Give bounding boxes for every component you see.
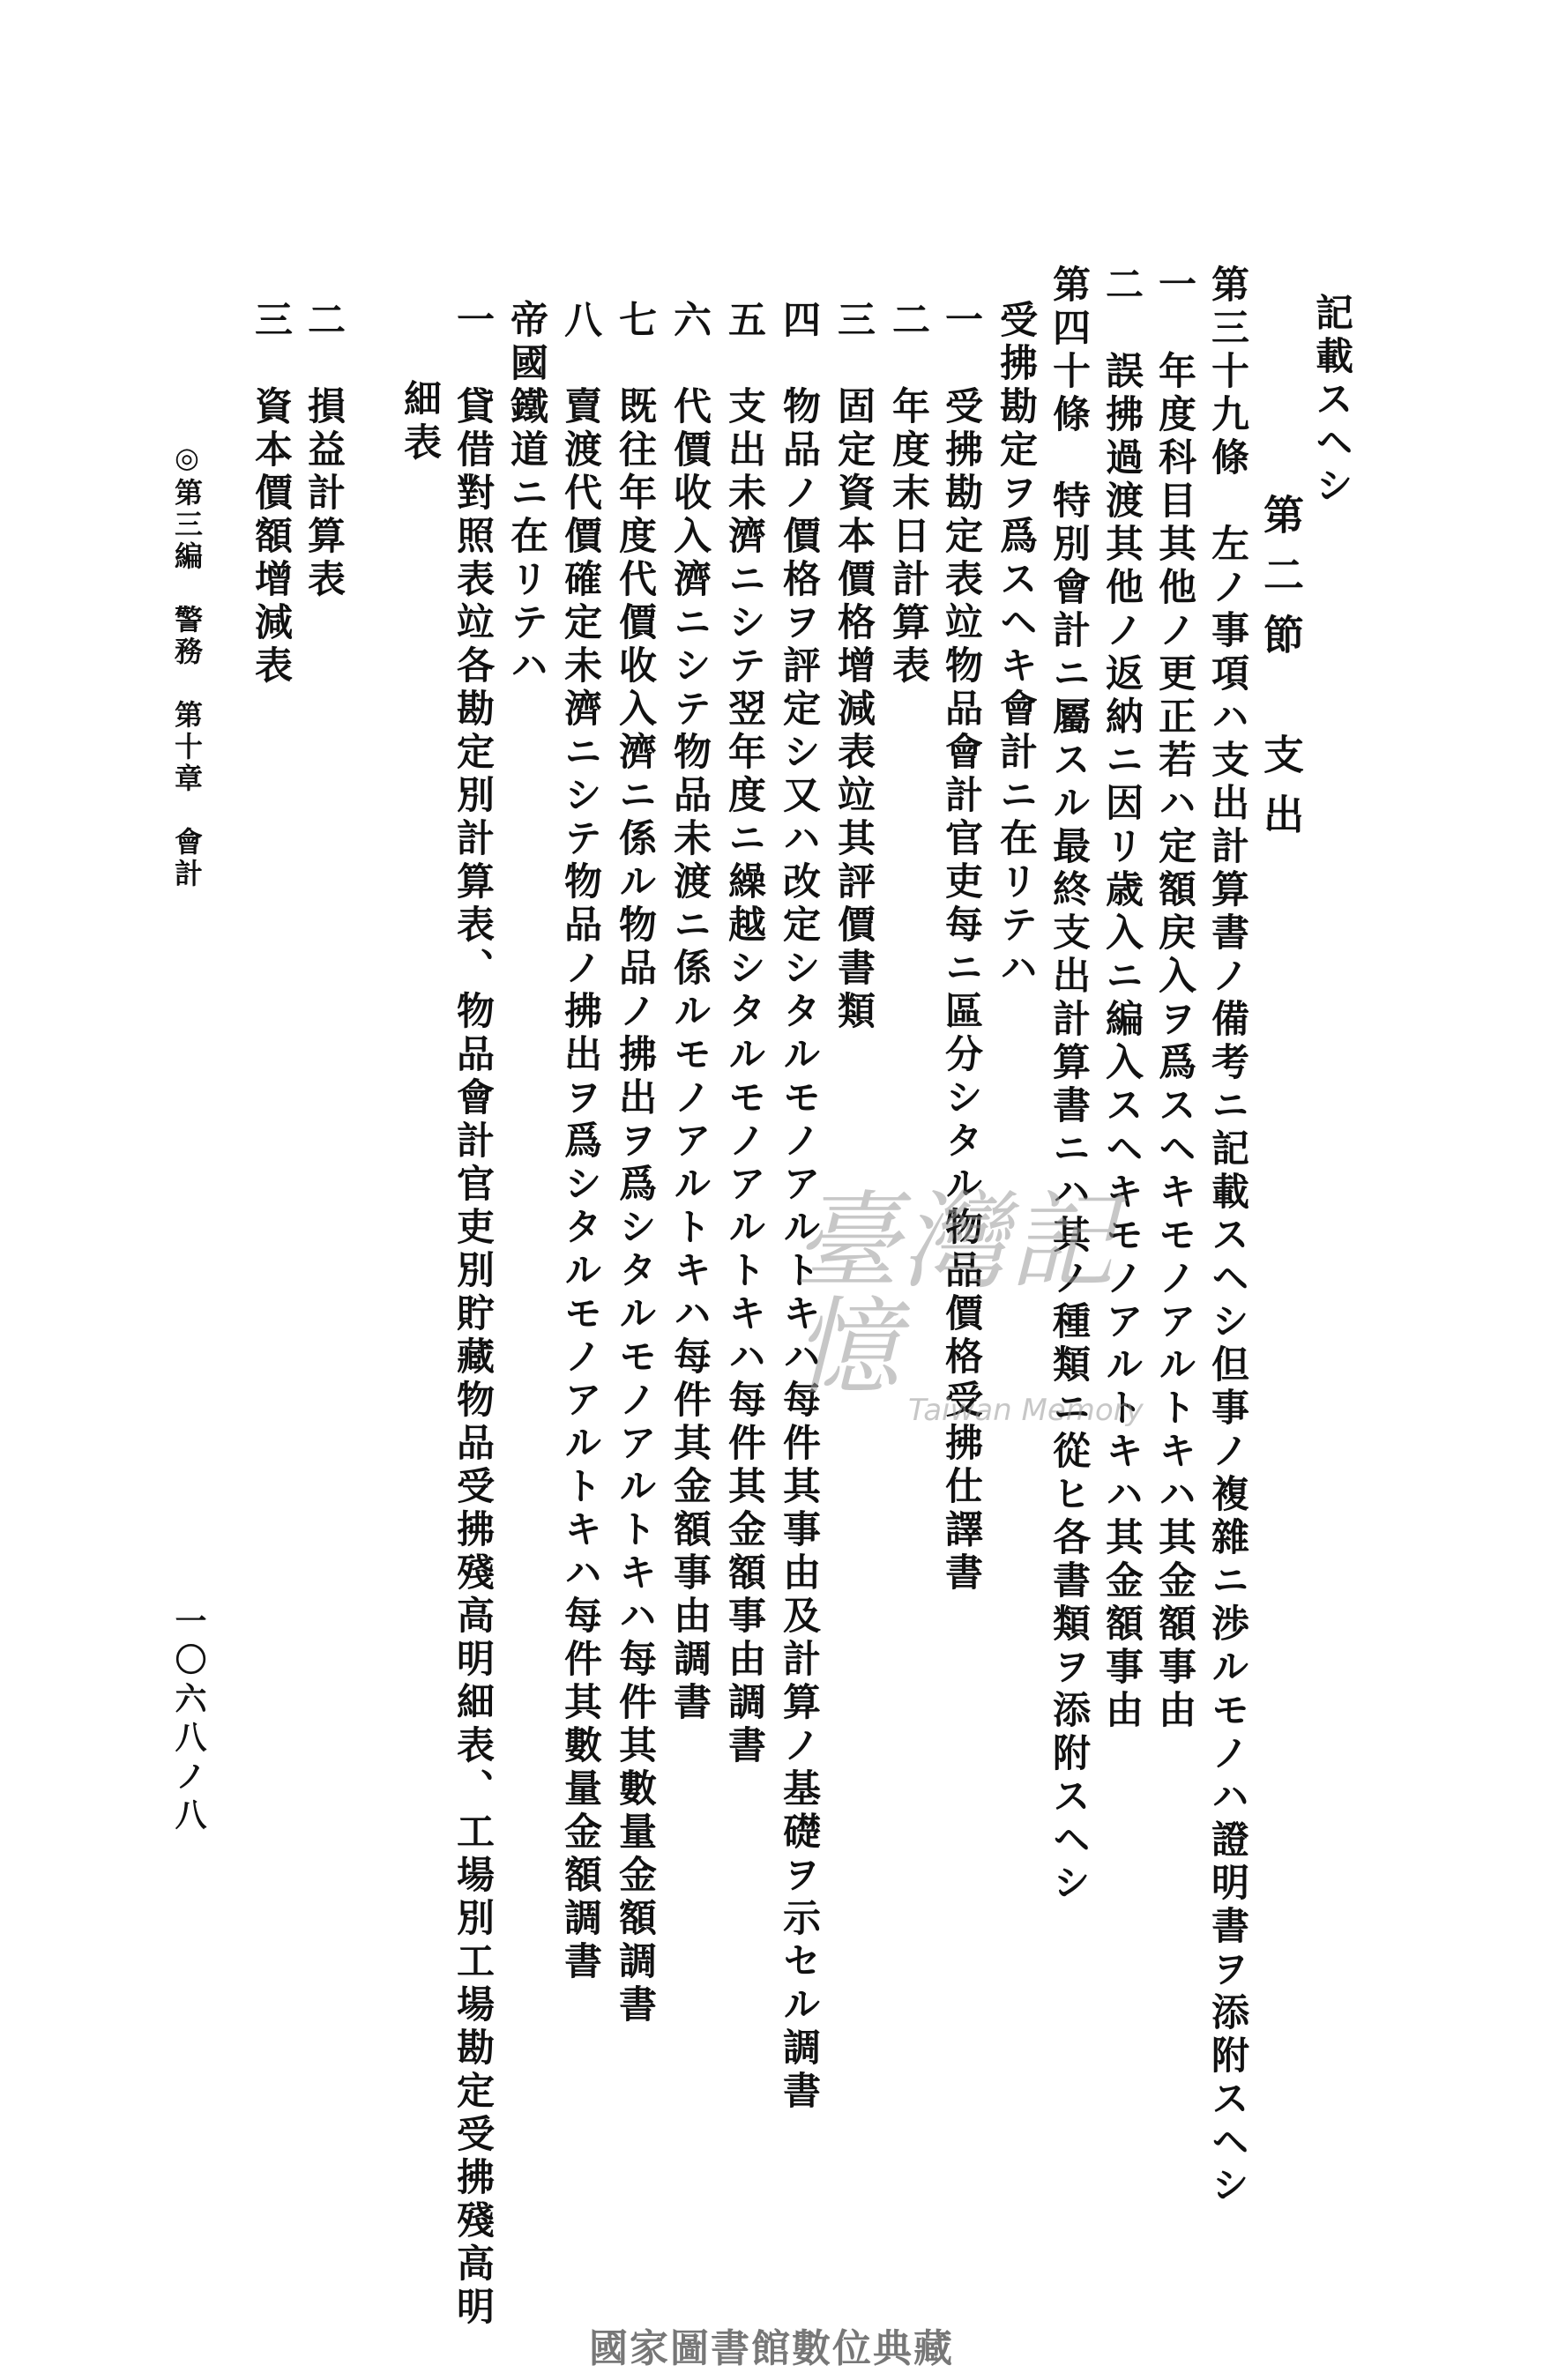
railway-item-2: 二 損益計算表 (302, 300, 346, 602)
article-39: 第三十九條 左ノ事項ハ支出計算書ノ備考ニ記載スヘシ但事ノ複雜ニ渉ルモノハ證明書ヲ添附スヘシ (1205, 264, 1249, 2208)
article-40-item-4: 四 物品ノ價格ヲ評定シ又ハ改定シタルモノアルトキハ每件其事由及計算ノ基礎ヲ示セル調書 (777, 300, 821, 2114)
article-40-item-8: 八 賣渡代價確定未濟ニシテ物品ノ拂出ヲ爲シタルモノアルトキハ每件其數量金額調書 (558, 300, 602, 1984)
article-39-item-2: 二 誤拂過渡其他ノ返納ニ因リ歳入ニ編入スヘキモノアルトキハ其金額事由 (1099, 264, 1144, 1733)
library-credit: 國家圖書館數位典藏 (589, 2326, 954, 2371)
subsection-receipt-accounts: 受拂勘定ヲ爲スヘキ會計ニ在リテハ (994, 300, 1038, 991)
article-40-item-3: 三 固定資本價格增減表竝其評價書類 (831, 300, 876, 1034)
text-column-01: 記載スヘシ (1309, 293, 1353, 509)
article-40-item-2: 二 年度末日計算表 (886, 300, 930, 688)
article-39-item-1: 一 年度科目其他ノ更正若ハ定額戻入ヲ爲スヘキモノアルトキハ其金額事由 (1152, 264, 1196, 1733)
page-number: 一〇六八ノ八 (170, 1604, 207, 1837)
article-40-item-5: 五 支出未濟ニシテ翌年度ニ繰越シタルモノアルトキハ每件其金額事由調書 (722, 300, 766, 1768)
article-40-item-6: 六 代價收入濟ニシテ物品未渡ニ係ルモノアルトキハ每件其金額事由調書 (667, 300, 712, 1725)
subsection-imperial-railway: 帝國鐵道ニ在リテハ (504, 300, 548, 688)
railway-item-1: 一 貸借對照表竝各勘定別計算表、物品會計官吏別貯藏物品受拂殘高明細表、工場別工場勘定受拂殘高明 (451, 300, 495, 2330)
railway-item-3: 三 資本價額增減表 (249, 300, 293, 688)
article-40: 第四十條 特別會計ニ屬スル最終支出計算書ニハ其ノ種類ニ從ヒ各書類ヲ添附スヘシ (1047, 264, 1091, 1906)
watermark-subtext: Taiwan Memory (908, 1393, 1144, 1428)
watermark-text: 臺灣記憶 (794, 1181, 1116, 1409)
article-40-item-7: 七 既往年度代價收入濟ニ係ル物品ノ拂出ヲ爲シタルモノアルトキハ每件其數量金額調書 (613, 300, 657, 2027)
section-heading: 第二節 支出 (1257, 494, 1305, 853)
railway-item-1-continued: 細表 (398, 379, 442, 465)
article-40-item-1: 一 受拂勘定表竝物品會計官吏每ニ區分シタル物品價格受拂仕譯書 (939, 300, 983, 1595)
running-footer: ◎第三編 警務 第十章 會計 (170, 441, 204, 890)
